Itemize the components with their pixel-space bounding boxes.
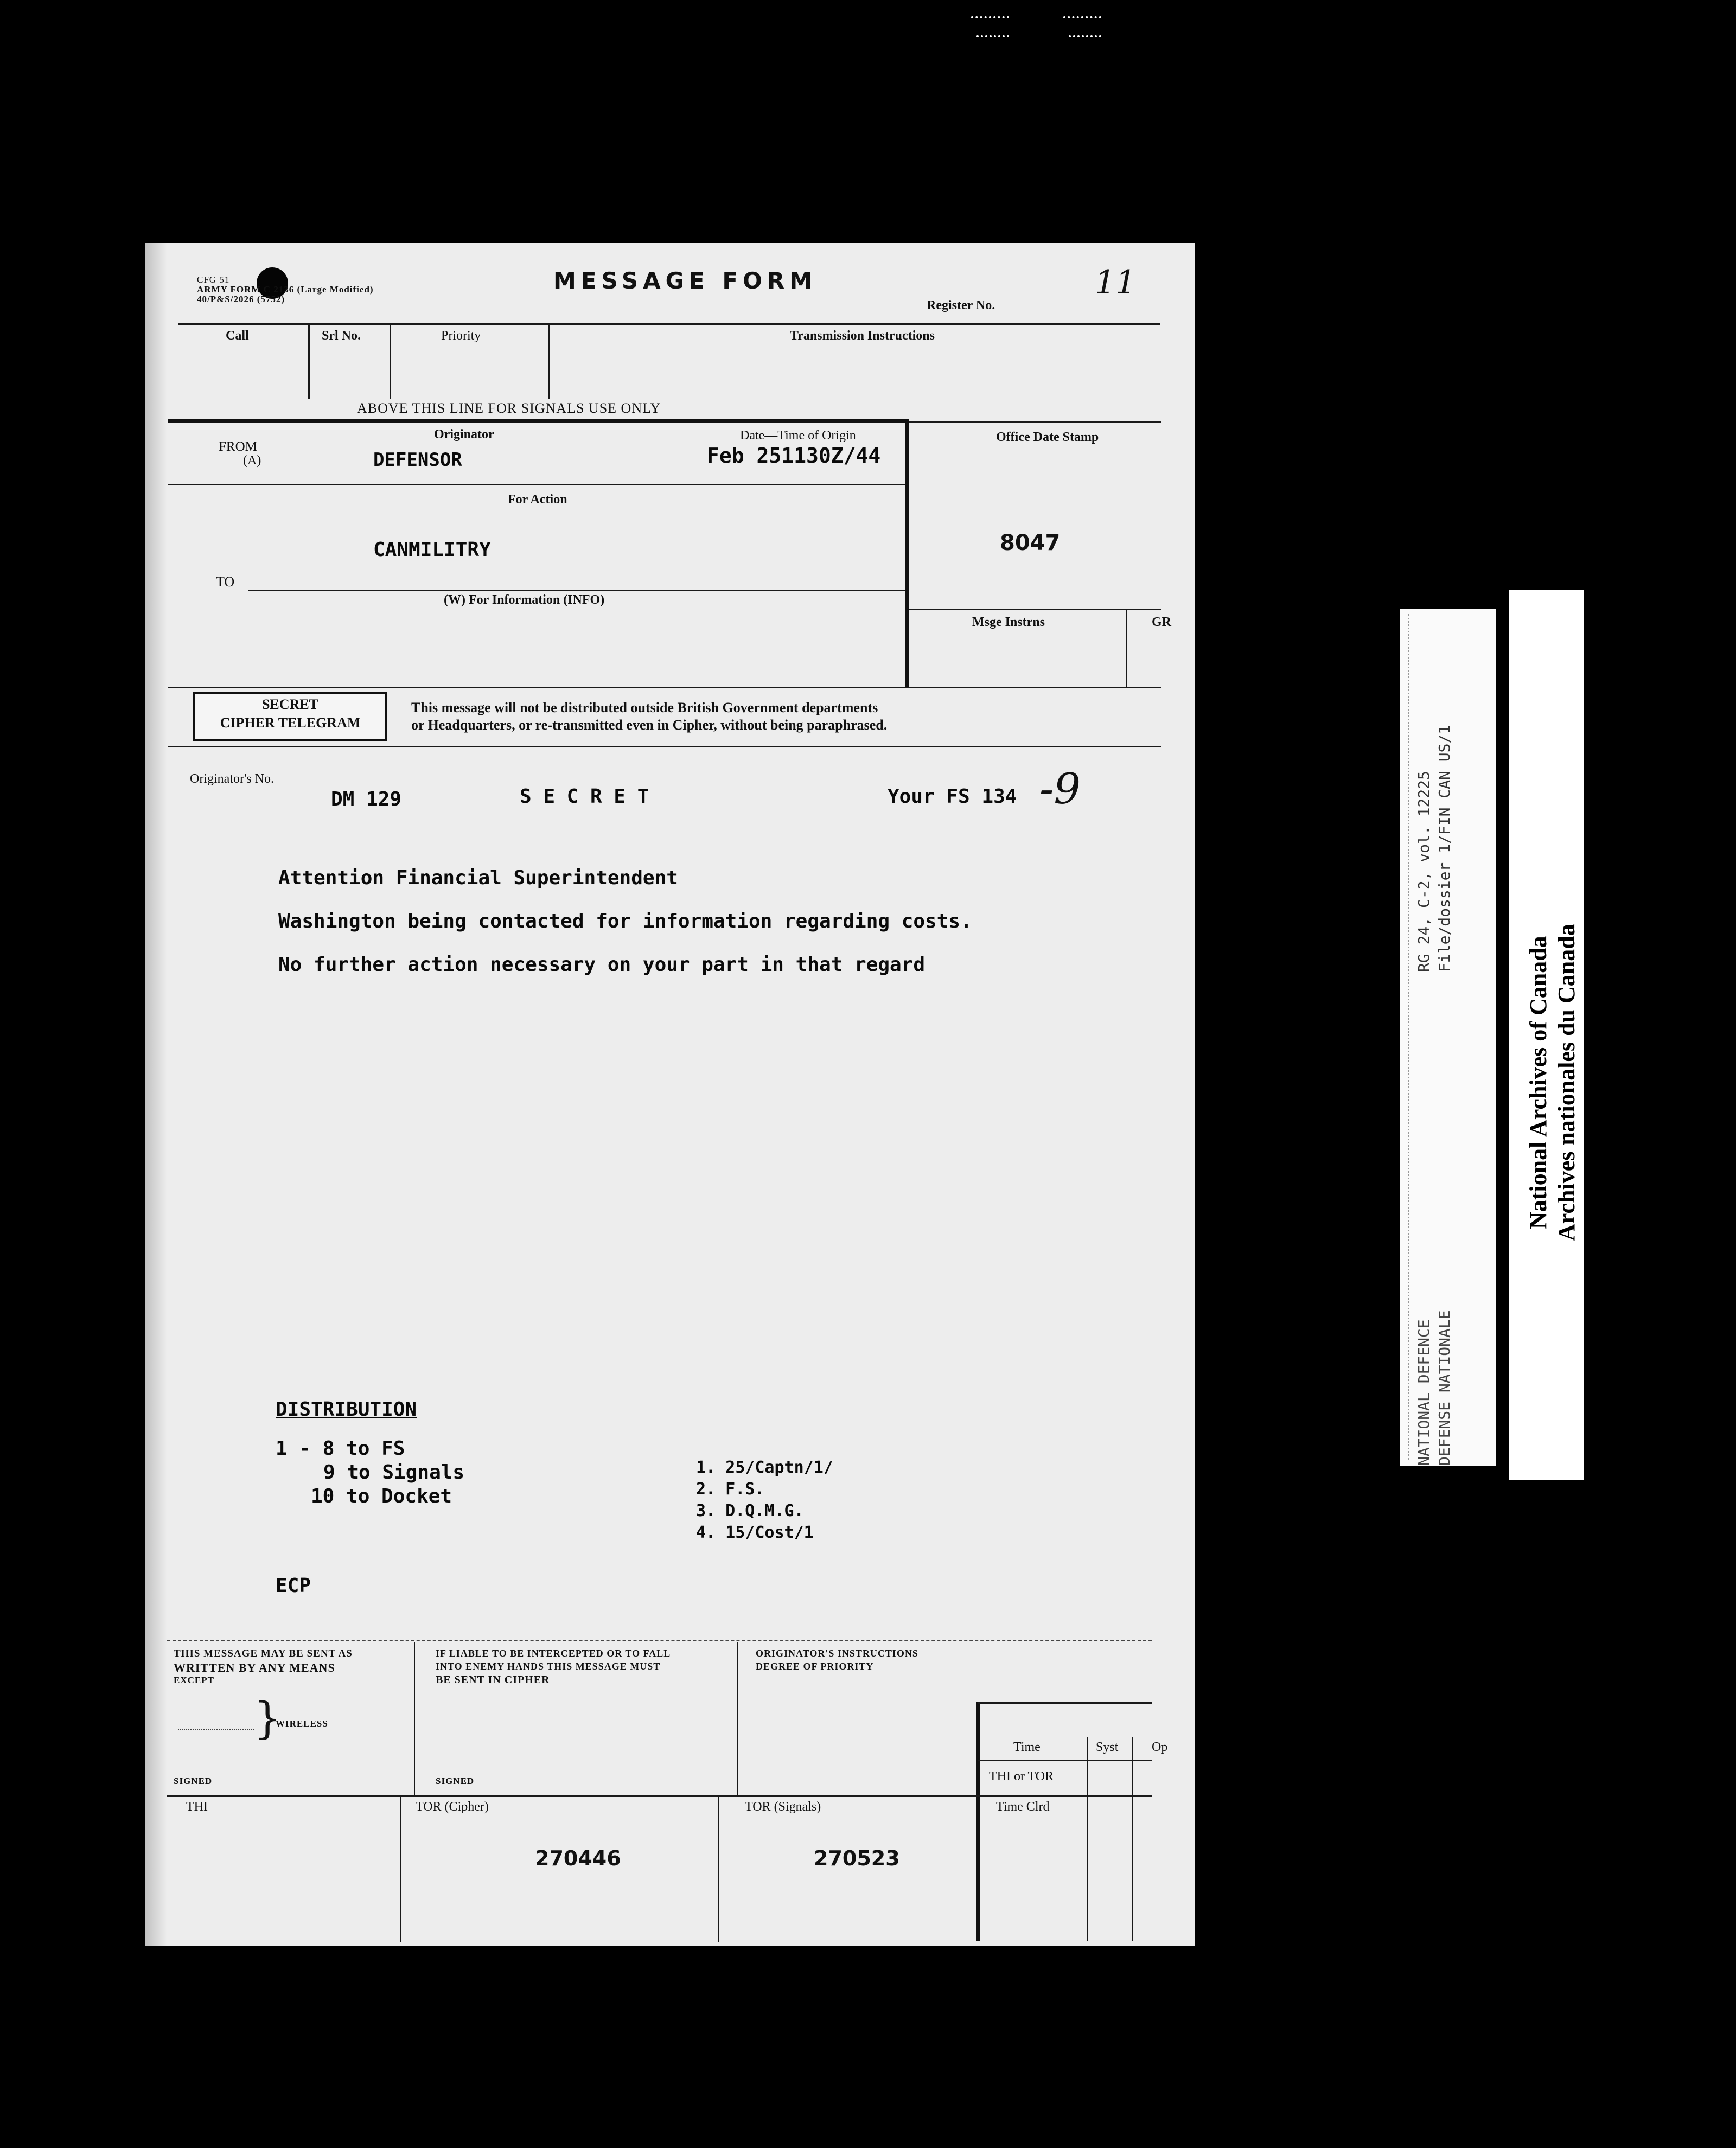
- message-form-sheet: [145, 243, 1195, 1946]
- wireless-label: WIRELESS: [276, 1718, 328, 1729]
- archive-dept-line-2: DEFENSE NATIONALE: [1435, 1310, 1453, 1466]
- archive-ref-line-2: File/dossier 1/FIN CAN US/1: [1435, 725, 1453, 972]
- call-label: Call: [226, 329, 249, 343]
- distribution-line-2: 9 to Signals: [323, 1461, 465, 1484]
- tor-cipher-value: 270446: [535, 1846, 621, 1870]
- top-scan-mark: [971, 5, 1123, 43]
- file-ref-1: 1. 25/Captn/1/: [696, 1458, 833, 1477]
- for-action-value: CANMILITRY: [373, 539, 491, 561]
- srl-no-label: Srl No.: [322, 329, 361, 343]
- reference: Your FS 134: [888, 785, 1017, 808]
- initials: ECP: [276, 1575, 311, 1597]
- signed-label-1: SIGNED: [174, 1776, 213, 1786]
- op-label: Op: [1152, 1740, 1168, 1754]
- register-no-label: Register No.: [927, 298, 995, 312]
- info-label: (W) For Information (INFO): [444, 593, 605, 607]
- archives-name-en: National Archives of Canada: [1525, 936, 1552, 1229]
- secret-box-line-1: SECRET: [261, 696, 319, 712]
- sent-as-written-1: THIS MESSAGE MAY BE SENT AS: [174, 1648, 353, 1659]
- time-clrd-label: Time Clrd: [996, 1800, 1050, 1814]
- form-title: MESSAGE FORM: [553, 267, 817, 294]
- distribution-line-3: 10 to Docket: [311, 1485, 452, 1507]
- file-ref-4: 4. 15/Cost/1: [696, 1523, 814, 1542]
- file-ref-2: 2. F.S.: [696, 1480, 765, 1499]
- originator-value: DEFENSOR: [373, 449, 462, 471]
- notice-line-1: This message will not be distributed outside British Government departments: [411, 700, 878, 715]
- priority-label: Priority: [441, 329, 481, 343]
- tor-signals-value: 270523: [814, 1846, 900, 1870]
- sent-as-written-2: WRITTEN BY ANY MEANS: [174, 1661, 335, 1674]
- signals-use-line-label: ABOVE THIS LINE FOR SIGNALS USE ONLY: [357, 400, 661, 416]
- originator-label: Originator: [434, 427, 494, 442]
- originators-no-value: DM 129: [331, 788, 402, 810]
- from-label: FROM: [219, 439, 257, 454]
- form-code-2: ARMY FORM C 2136 (Large Modified): [197, 284, 374, 295]
- time-label: Time: [1013, 1740, 1041, 1754]
- msge-instrns-label: Msge Instrns: [972, 615, 1045, 629]
- classification: S E C R E T: [520, 785, 649, 808]
- archives-name-fr: Archives nationales du Canada: [1553, 924, 1580, 1241]
- cipher-note-3: BE SENT IN CIPHER: [436, 1674, 550, 1686]
- secret-cipher-box: [193, 692, 387, 741]
- reference-handwritten: -9: [1039, 765, 1081, 814]
- page-number-handwritten: 11: [1095, 264, 1137, 302]
- archive-dept-line-1: NATIONAL DEFENCE: [1415, 1319, 1433, 1466]
- form-code-3: 40/P&S/2026 (5752): [197, 294, 285, 304]
- archive-ref-line-1: RG 24, C-2, vol. 12225: [1415, 771, 1433, 972]
- body-line-1: Attention Financial Superintendent: [278, 867, 678, 889]
- stamp-number: 8047: [1000, 530, 1061, 555]
- dto-value: Feb 251130Z/44: [707, 444, 881, 468]
- archive-reference-label: [1400, 609, 1496, 1466]
- originators-instructions-2: DEGREE OF PRIORITY: [756, 1661, 874, 1672]
- secret-box-line-2: CIPHER TELEGRAM: [220, 715, 361, 731]
- distribution-title: DISTRIBUTION: [276, 1398, 417, 1421]
- office-date-stamp-label: Office Date Stamp: [996, 430, 1099, 444]
- sent-as-written-3: EXCEPT: [174, 1675, 214, 1685]
- to-label: TO: [216, 574, 235, 590]
- originators-no-label: Originator's No.: [190, 772, 274, 786]
- gr-label: GR: [1152, 615, 1171, 629]
- thi-label: THI: [186, 1800, 208, 1814]
- archives-canada-label: [1509, 590, 1584, 1480]
- form-code-1: CFG 51: [197, 274, 230, 285]
- thi-tor-label: THI or TOR: [989, 1769, 1054, 1783]
- syst-label: Syst: [1096, 1740, 1119, 1754]
- dto-label: Date—Time of Origin: [740, 429, 856, 443]
- file-ref-3: 3. D.Q.M.G.: [696, 1501, 804, 1520]
- originators-instructions-1: ORIGINATOR'S INSTRUCTIONS: [756, 1648, 918, 1659]
- footer-top-rule: [167, 1640, 1152, 1643]
- wireless-dotted-line: [178, 1729, 254, 1730]
- signed-label-2: SIGNED: [436, 1776, 475, 1786]
- tor-cipher-label: TOR (Cipher): [416, 1800, 489, 1814]
- transmission-instructions-label: Transmission Instructions: [790, 329, 935, 343]
- cipher-note-1: IF LIABLE TO BE INTERCEPTED OR TO FALL: [436, 1648, 671, 1659]
- brace: }: [254, 1693, 282, 1743]
- cipher-note-2: INTO ENEMY HANDS THIS MESSAGE MUST: [436, 1661, 661, 1672]
- for-action-label: For Action: [508, 493, 567, 507]
- notice-line-2: or Headquarters, or re-transmitted even in Cipher, without being paraphrased.: [411, 717, 888, 733]
- body-line-3: No further action necessary on your part in that regard: [278, 954, 926, 976]
- distribution-line-1: 1 - 8 to FS: [276, 1437, 405, 1460]
- tor-signals-label: TOR (Signals): [745, 1800, 821, 1814]
- from-sub-label: (A): [243, 453, 261, 468]
- body-line-2: Washington being contacted for information regarding costs.: [278, 910, 972, 932]
